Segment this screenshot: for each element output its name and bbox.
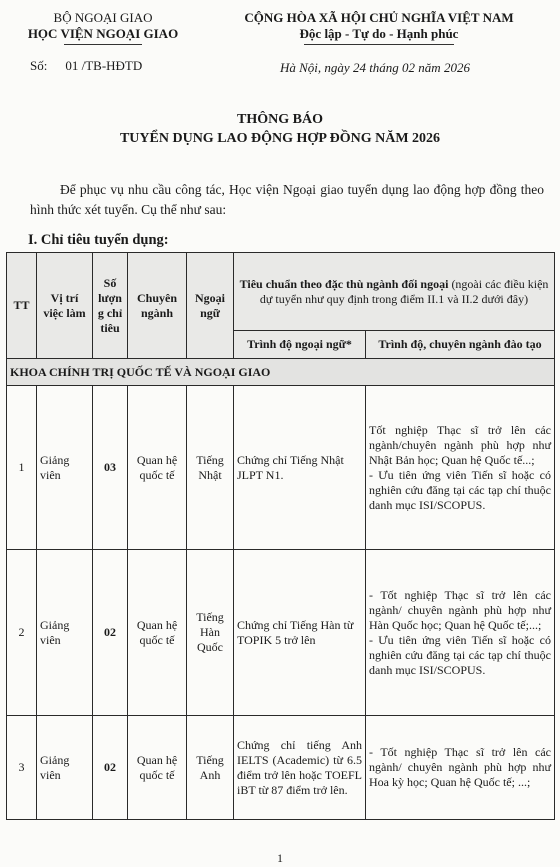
national-heading — [214, 10, 544, 45]
edu-requirement: - Tốt nghiệp Thạc sĩ trở lên các ngành/ chuyên ngành phù hợp như Hoa kỳ học; Quan hệ Quốc tế; ...; — [369, 745, 551, 789]
row-language: Tiếng Nhật — [187, 386, 234, 550]
issuer-parent: BỘ NGOẠI GIAO — [53, 10, 153, 25]
col-header-language: Ngoại ngữ — [187, 253, 234, 359]
edu-requirement: - Tốt nghiệp Thạc sĩ trở lên các ngành/ chuyên ngành phù hợp như Hàn Quốc học; Quan hệ Quốc tế;...; — [369, 587, 551, 632]
row-lang-level: Chứng chỉ Tiếng Hàn từ TOPIK 5 trở lên — [234, 550, 366, 716]
criteria-note: (ngoài các điều kiện dự tuyển như quy định trong điểm II.1 và II.2 dưới đây) — [259, 276, 549, 306]
issue-date: Hà Nội, ngày 24 tháng 02 năm 2026 — [280, 60, 470, 75]
row-edu-level — [366, 550, 555, 716]
table-header-row — [7, 253, 555, 331]
col-header-edu-level: Trình độ, chuyên ngành đào tạo — [366, 331, 555, 359]
row-major: Quan hệ quốc tế — [128, 386, 187, 550]
row-tt: 2 — [7, 550, 37, 716]
table-row — [7, 550, 555, 716]
row-tt: 3 — [7, 716, 37, 820]
col-header-quantity: Số lượn g chỉ tiêu — [93, 253, 128, 359]
faculty-row — [7, 359, 555, 386]
motto-underline — [304, 44, 454, 45]
row-language: Tiếng Hàn Quốc — [187, 550, 234, 716]
row-major: Quan hệ quốc tế — [128, 550, 187, 716]
col-header-lang-level: Trình độ ngoại ngữ* — [234, 331, 366, 359]
row-lang-level: Chứng chỉ Tiếng Nhật JLPT N1. — [234, 386, 366, 550]
intro-paragraph: Để phục vụ nhu cầu công tác, Học viện Ngoại giao tuyển dụng lao động hợp đồng theo hình thức xét tuyển. Cụ thể như sau: — [30, 182, 544, 217]
recruitment-table — [6, 252, 555, 820]
issuer-block — [8, 10, 198, 45]
section-heading: I. Chỉ tiêu tuyển dụng: — [28, 232, 169, 248]
row-lang-level: Chứng chỉ tiếng Anh IELTS (Academic) từ 6.5 điểm trở lên hoặc TOEFL iBT từ 87 điểm trở lên. — [234, 716, 366, 820]
page-number: 1 — [277, 851, 283, 865]
issuer-name: HỌC VIỆN NGOẠI GIAO — [27, 26, 179, 41]
row-language: Tiếng Anh — [187, 716, 234, 820]
col-header-major: Chuyên ngành — [128, 253, 187, 359]
edu-priority: - Ưu tiên ứng viên Tiến sĩ hoặc có nghiên cứu đăng tại các tạp chí thuộc danh mục ISI/SCOPUS. — [369, 467, 551, 512]
row-position: Giảng viên — [37, 386, 93, 550]
row-edu-level — [366, 716, 555, 820]
criteria-title: Tiêu chuẩn theo đặc thù ngành đối ngoại — [239, 276, 449, 291]
row-major: Quan hệ quốc tế — [128, 716, 187, 820]
edu-priority: - Ưu tiên ứng viên Tiến sĩ hoặc có nghiên cứu đăng tại các tạp chí thuộc danh mục ISI/SCOPUS. — [369, 632, 551, 677]
row-position: Giảng viên — [37, 550, 93, 716]
row-quantity: 02 — [93, 716, 128, 820]
row-tt: 1 — [7, 386, 37, 550]
document-number-value: 01 /TB-HĐTD — [65, 58, 143, 73]
table-row — [7, 716, 555, 820]
edu-requirement: Tốt nghiệp Thạc sĩ trở lên các ngành/chuyên ngành phù hợp như Nhật Bản học; Quan hệ Quốc tế...; — [369, 422, 551, 467]
col-header-tt: TT — [7, 253, 37, 359]
row-edu-level — [366, 386, 555, 550]
national-motto: Độc lập - Tự do - Hạnh phúc — [299, 26, 459, 41]
country-name: CỘNG HÒA XÃ HỘI CHỦ NGHĨA VIỆT NAM — [244, 10, 514, 25]
col-header-criteria — [234, 253, 555, 331]
col-header-position: Vị trí việc làm — [37, 253, 93, 359]
faculty-name: KHOA CHÍNH TRỊ QUỐC TẾ VÀ NGOẠI GIAO — [7, 359, 555, 386]
row-quantity: 02 — [93, 550, 128, 716]
document-title: THÔNG BÁO — [237, 112, 323, 127]
row-quantity: 03 — [93, 386, 128, 550]
issuer-underline — [64, 44, 142, 45]
document-subtitle: TUYỂN DỤNG LAO ĐỘNG HỢP ĐỒNG NĂM 2026 — [119, 131, 441, 146]
table-row — [7, 386, 555, 550]
document-number — [30, 58, 142, 74]
row-position: Giảng viên — [37, 716, 93, 820]
document-number-label: Số: — [30, 58, 48, 73]
